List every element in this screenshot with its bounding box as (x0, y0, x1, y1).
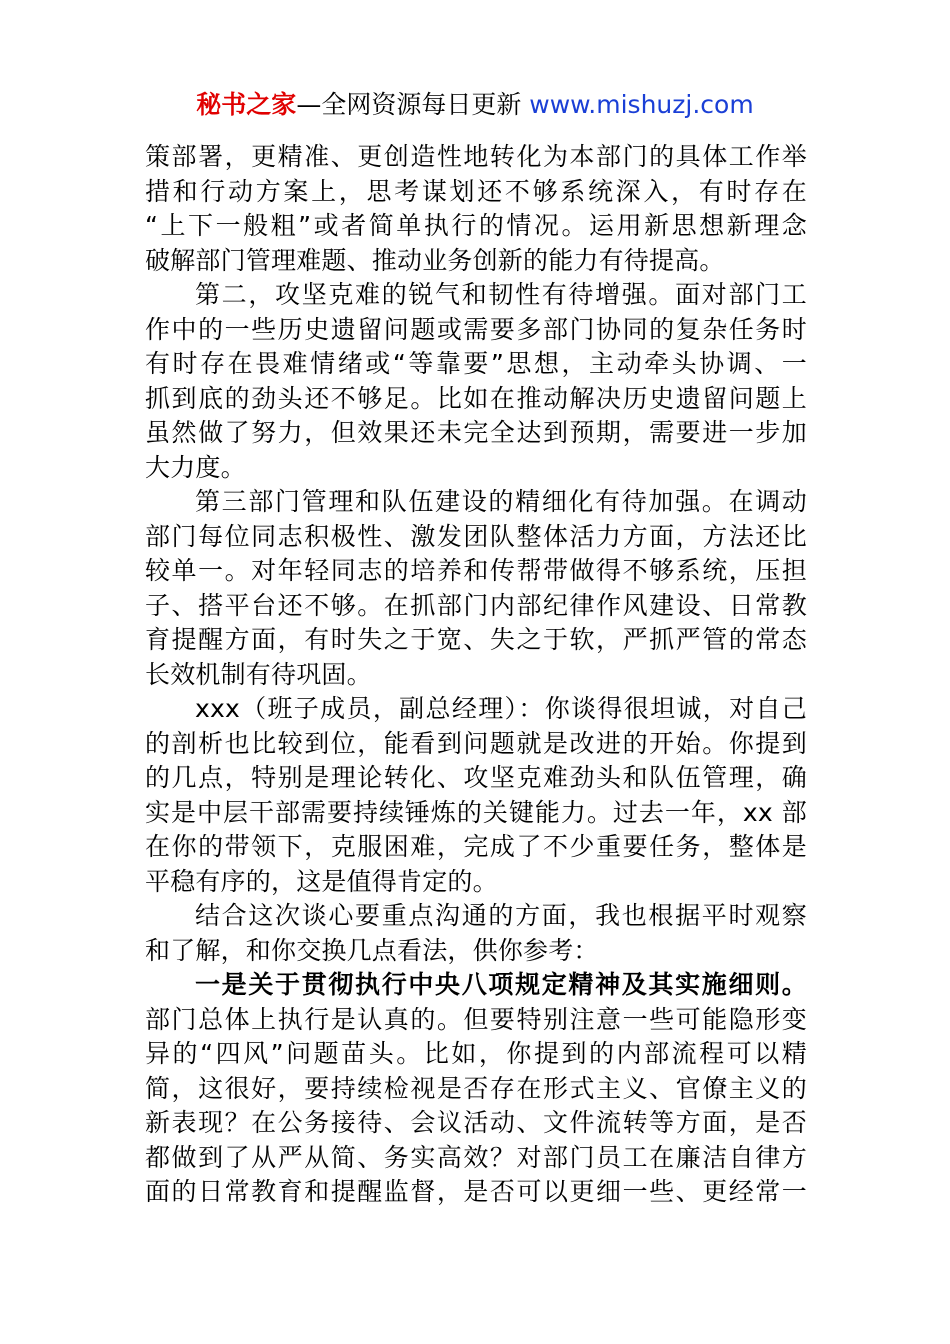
text-line: 简，这很好，要持续检视是否存在形式主义、官僚主义的 (145, 1073, 807, 1103)
text-line: 有时存在畏难情绪或“等靠要”思想，主动牵头协调、一 (145, 349, 807, 378)
text-line: 虽然做了努力，但效果还未完全达到预期，需要进一步加 (145, 418, 807, 447)
text-line: 策部署，更精准、更创造性地转化为本部门的具体工作举 (145, 142, 807, 171)
text-line: 措和行动方案上，思考谋划还不够系统深入，有时存在 (145, 176, 807, 206)
paragraph-start-line: 第二，攻坚克难的锐气和韧性有待增强。面对部门工 (195, 280, 807, 309)
paragraph-start-line: 结合这次谈心要重点沟通的方面，我也根据平时观察 (195, 901, 807, 930)
text-line: 部门总体上执行是认真的。但要特别注意一些可能隐形变 (145, 1004, 807, 1034)
paragraph-start-line: 第三部门管理和队伍建设的精细化有待加强。在调动 (195, 487, 807, 516)
paragraph-start-line: xxx（班子成员，副总经理）：你谈得很坦诚，对自己 (195, 694, 807, 723)
site-brand: 秘书之家 (196, 90, 297, 119)
site-slogan: —全网资源每日更新 (296, 90, 530, 119)
text-line: 平稳有序的，这是值得肯定的。 (145, 866, 498, 896)
text-line: 育提醒方面，有时失之于宽、失之于软，严抓严管的常态 (145, 625, 807, 654)
text-line: 子、搭平台还不够。在抓部门内部纪律作风建设、日常教 (145, 590, 807, 620)
text-line: 实是中层干部需要持续锤炼的关键能力。过去一年，xx 部 (145, 797, 807, 827)
text-line: 新表现？在公务接待、会议活动、文件流转等方面，是否 (145, 1108, 807, 1137)
section-heading-line: 一是关于贯彻执行中央八项规定精神及其实施细则。 (195, 970, 807, 999)
text-line: 大力度。 (145, 452, 246, 482)
text-line: 的几点，特别是理论转化、攻坚克难劲头和队伍管理，确 (145, 763, 807, 792)
text-line: 长效机制有待巩固。 (145, 659, 372, 689)
text-line: 抓到底的劲头还不够足。比如在推动解决历史遗留问题上 (145, 383, 807, 413)
site-url-link[interactable]: www.mishuzj.com (529, 90, 754, 119)
document-body (145, 140, 807, 1210)
text-line: 较单一。对年轻同志的培养和传帮带做得不够系统，压担 (145, 556, 807, 585)
text-line: 在你的带领下，克服困难，完成了不少重要任务，整体是 (145, 832, 807, 861)
text-line: 破解部门管理难题、推动业务创新的能力有待提高。 (145, 245, 725, 275)
site-header (0, 88, 950, 122)
text-line: 异的“四风”问题苗头。比如，你提到的内部流程可以精 (145, 1039, 807, 1068)
text-line: 的剖析也比较到位，能看到问题就是改进的开始。你提到 (145, 728, 807, 758)
text-line: 和了解，和你交换几点看法，供你参考： (145, 935, 599, 965)
text-line: 面的日常教育和提醒监督，是否可以更细一些、更经常一 (145, 1177, 807, 1206)
text-line: 部门每位同志积极性、激发团队整体活力方面，方法还比 (145, 521, 807, 551)
text-line: 都做到了从严从简、务实高效？对部门员工在廉洁自律方 (145, 1142, 807, 1172)
text-line: 作中的一些历史遗留问题或需要多部门协同的复杂任务时 (145, 314, 807, 344)
text-line: “上下一般粗”或者简单执行的情况。运用新思想新理念 (145, 211, 807, 240)
